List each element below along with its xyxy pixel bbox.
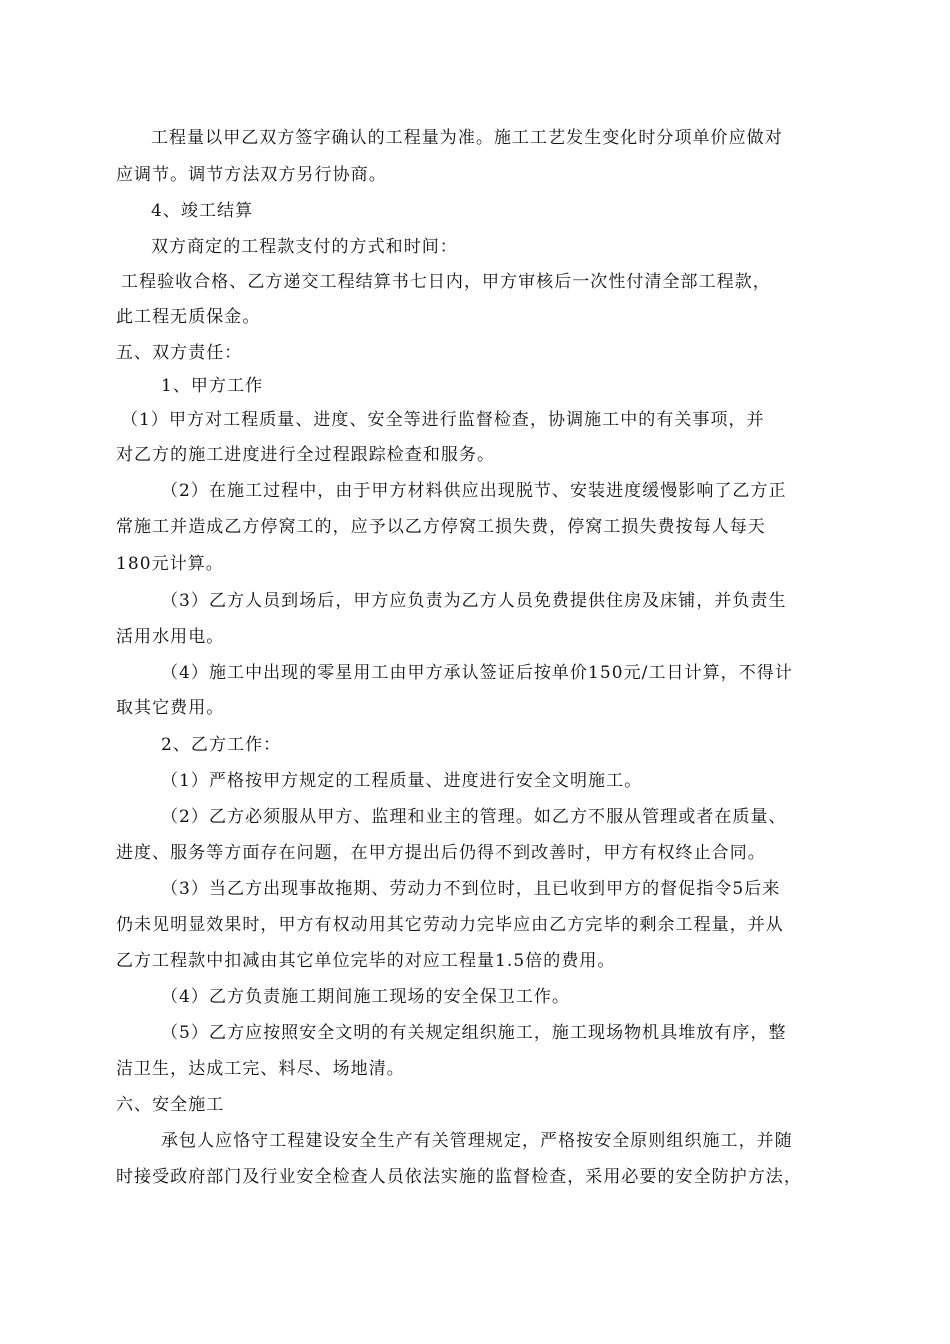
text-line-9: （1）甲方对工程质量、进度、安全等进行监督检查，协调施工中的有关事项，并 [121,410,765,430]
text-line-10: 对乙方的施工进度进行全过程跟踪检查和服务。 [116,445,496,465]
text-line-25: （4）乙方负责施工期间施工现场的安全保卫工作。 [161,987,570,1007]
text-line-13: 180元计算。 [116,554,224,574]
text-line-17: 取其它费用。 [116,698,225,718]
text-line-12: 常施工并造成乙方停窝工的，应予以乙方停窝工损失费，停窝工损失费按每人每天 [116,517,766,537]
text-line-16: （4）施工中出现的零星用工由甲方承认签证后按单价150元/工日计算，不得计 [161,663,793,683]
text-line-29: 承包人应恪守工程建设安全生产有关管理规定，严格按安全原则组织施工，并随 [161,1131,793,1151]
text-line-18: 2、乙方工作： [161,735,282,755]
text-line-19: （1）严格按甲方规定的工程质量、进度进行安全文明施工。 [161,771,643,791]
text-line-11: （2）在施工过程中，由于甲方材料供应出现脱节、安装进度缓慢影响了乙方正 [161,481,787,501]
text-line-21: 进度、服务等方面存在问题，在甲方提出后仍得不到改善时，甲方有权终止合同。 [116,843,766,863]
text-line-14: （3）乙方人员到场后，甲方应负责为乙方人员免费提供住房及床铺，并负责生 [161,591,787,611]
text-line-26: （5）乙方应按照安全文明的有关规定组织施工，施工现场物机具堆放有序，整 [161,1023,787,1043]
text-line-6: 此工程无质保金。 [116,307,261,327]
text-line-1: 工程量以甲乙双方签字确认的工程量为准。施工工艺发生变化时分项单价应做对 [151,128,783,148]
text-line-4: 双方商定的工程款支付的方式和时间： [151,237,458,257]
text-line-30: 时接受政府部门及行业安全检查人员依法实施的监督检查，采用必要的安全防护方法， [116,1167,802,1187]
text-line-28: 六、安全施工 [116,1095,225,1115]
text-line-24: 乙方工程款中扣减由其它单位完毕的对应工程量1.5倍的费用。 [116,951,616,971]
text-line-22: （3）当乙方出现事故拖期、劳动力不到位时，且已收到甲方的督促指令5后来 [161,879,781,899]
text-line-7: 五、双方责任： [116,343,243,363]
text-line-15: 活用水用电。 [116,627,225,647]
text-line-8: 1、甲方工作 [161,376,264,396]
text-line-27: 洁卫生，达成工完、料尽、场地清。 [116,1059,405,1079]
text-line-2: 应调节。调节方法双方另行协商。 [116,165,387,185]
text-line-5: 工程验收合格、乙方递交工程结算书七日内，甲方审核后一次性付清全部工程款， [121,272,771,292]
text-line-20: （2）乙方必须服从甲方、监理和业主的管理。如乙方不服从管理或者在质量、 [161,807,787,827]
text-line-3: 4、竣工结算 [151,201,254,221]
text-line-23: 仍未见明显效果时，甲方有权动用其它劳动力完毕应由乙方完毕的剩余工程量，并从 [116,915,784,935]
